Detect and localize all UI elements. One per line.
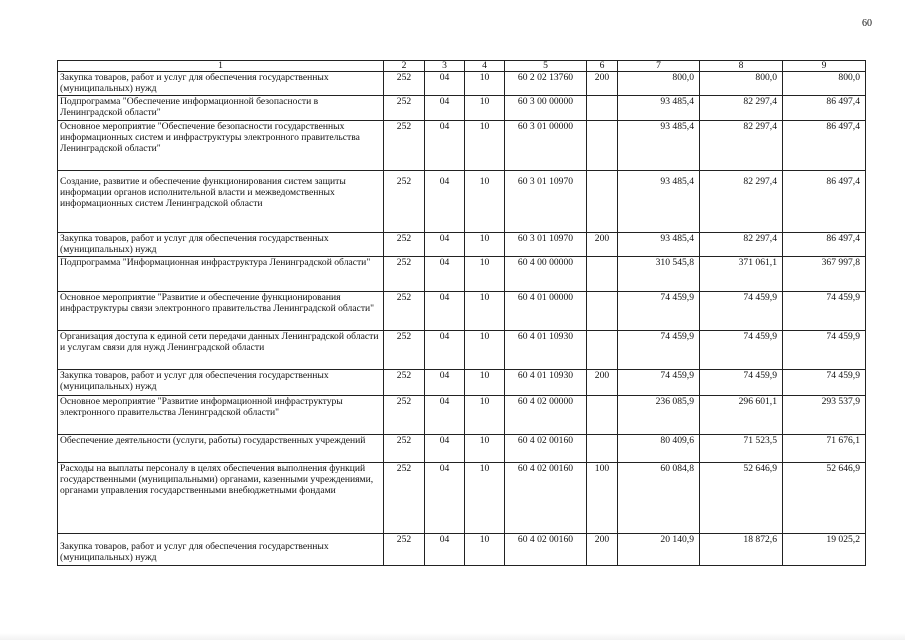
row-amount-col7: 800,0: [618, 72, 700, 96]
row-target-article: 60 4 02 00000: [505, 396, 587, 435]
row-admin-code: 252: [384, 463, 425, 534]
row-admin-code: 252: [384, 72, 425, 96]
header-cell: 2: [384, 61, 425, 72]
row-subsection: 10: [465, 171, 505, 233]
row-name: Обеспечение деятельности (услуги, работы) государственных учреждений: [58, 435, 384, 463]
row-name: Основное мероприятие "Развитие информационной инфраструктуры электронного правительства Ленинградской области": [58, 396, 384, 435]
row-target-article: 60 4 01 10930: [505, 331, 587, 370]
header-cell: 9: [783, 61, 866, 72]
header-cell: 8: [700, 61, 783, 72]
row-name: Основное мероприятие "Обеспечение безопасности государственных информационных систем и инфраструктуры электронного правительства Ленинградской области": [58, 121, 384, 171]
row-amount-col8: 296 601,1: [700, 396, 783, 435]
row-section: 04: [425, 331, 465, 370]
row-target-article: 60 3 01 10970: [505, 233, 587, 257]
row-target-article: 60 4 02 00160: [505, 463, 587, 534]
row-section: 04: [425, 534, 465, 566]
row-amount-col8: 82 297,4: [700, 121, 783, 171]
row-amount-col7: 74 459,9: [618, 292, 700, 331]
table-body: [58, 72, 866, 566]
row-amount-col9: 86 497,4: [783, 121, 866, 171]
table-row: [58, 370, 866, 396]
row-section: 04: [425, 121, 465, 171]
row-amount-col7: 310 545,8: [618, 257, 700, 292]
table-row: [58, 331, 866, 370]
table-row: [58, 463, 866, 534]
row-expense-type: [587, 171, 618, 233]
row-subsection: 10: [465, 121, 505, 171]
row-amount-col8: 82 297,4: [700, 171, 783, 233]
row-amount-col9: 19 025,2: [783, 534, 866, 566]
row-amount-col8: 71 523,5: [700, 435, 783, 463]
row-expense-type: [587, 331, 618, 370]
row-name: Расходы на выплаты персоналу в целях обеспечения выполнения функций государственными (муниципальными) органами, казенными учреждениями, органами управления государственными внебюджетными фондами: [58, 463, 384, 534]
row-amount-col9: 74 459,9: [783, 370, 866, 396]
row-section: 04: [425, 72, 465, 96]
row-admin-code: 252: [384, 233, 425, 257]
header-cell: 4: [465, 61, 505, 72]
table-row: [58, 171, 866, 233]
row-amount-col7: 74 459,9: [618, 331, 700, 370]
row-section: 04: [425, 233, 465, 257]
row-target-article: 60 4 01 10930: [505, 370, 587, 396]
row-amount-col8: 82 297,4: [700, 96, 783, 121]
table-row: [58, 233, 866, 257]
row-amount-col8: 82 297,4: [700, 233, 783, 257]
row-amount-col7: 93 485,4: [618, 171, 700, 233]
row-subsection: 10: [465, 233, 505, 257]
table-row: [58, 435, 866, 463]
row-admin-code: 252: [384, 171, 425, 233]
header-cell: 3: [425, 61, 465, 72]
row-amount-col7: 80 409,6: [618, 435, 700, 463]
row-subsection: 10: [465, 72, 505, 96]
row-amount-col8: 74 459,9: [700, 331, 783, 370]
budget-table: [57, 60, 866, 566]
row-admin-code: 252: [384, 257, 425, 292]
row-expense-type: [587, 435, 618, 463]
row-admin-code: 252: [384, 370, 425, 396]
row-amount-col8: 74 459,9: [700, 292, 783, 331]
row-amount-col9: 71 676,1: [783, 435, 866, 463]
header-cell: 1: [58, 61, 384, 72]
row-admin-code: 252: [384, 96, 425, 121]
table-row: [58, 257, 866, 292]
row-section: 04: [425, 370, 465, 396]
row-expense-type: [587, 292, 618, 331]
row-amount-col7: 93 485,4: [618, 233, 700, 257]
row-expense-type: 200: [587, 72, 618, 96]
row-section: 04: [425, 396, 465, 435]
table-row: [58, 121, 866, 171]
row-amount-col9: 800,0: [783, 72, 866, 96]
row-admin-code: 252: [384, 121, 425, 171]
row-amount-col8: 800,0: [700, 72, 783, 96]
row-amount-col8: 52 646,9: [700, 463, 783, 534]
row-target-article: 60 2 02 13760: [505, 72, 587, 96]
header-cell: 5: [505, 61, 587, 72]
row-amount-col7: 93 485,4: [618, 121, 700, 171]
row-amount-col8: 18 872,6: [700, 534, 783, 566]
row-name: Создание, развитие и обеспечение функционирования систем защиты информации органов исполнительной власти и межведомственных информационных систем Ленинградской области: [58, 171, 384, 233]
row-section: 04: [425, 96, 465, 121]
table-row: [58, 72, 866, 96]
row-amount-col9: 367 997,8: [783, 257, 866, 292]
row-expense-type: [587, 396, 618, 435]
row-section: 04: [425, 463, 465, 534]
row-expense-type: 200: [587, 370, 618, 396]
header-cell: 7: [618, 61, 700, 72]
row-expense-type: 200: [587, 233, 618, 257]
row-expense-type: 100: [587, 463, 618, 534]
row-name: Организация доступа к единой сети передачи данных Ленинградской области и услугам связи для нужд Ленинградской области: [58, 331, 384, 370]
row-name: Закупка товаров, работ и услуг для обеспечения государственных (муниципальных) нужд: [58, 233, 384, 257]
row-subsection: 10: [465, 331, 505, 370]
row-admin-code: 252: [384, 435, 425, 463]
row-expense-type: [587, 257, 618, 292]
row-amount-col7: 60 084,8: [618, 463, 700, 534]
row-target-article: 60 3 01 00000: [505, 121, 587, 171]
row-admin-code: 252: [384, 331, 425, 370]
row-section: 04: [425, 292, 465, 331]
row-amount-col9: 86 497,4: [783, 96, 866, 121]
row-subsection: 10: [465, 370, 505, 396]
row-expense-type: 200: [587, 534, 618, 566]
row-amount-col9: 74 459,9: [783, 331, 866, 370]
row-target-article: 60 4 00 00000: [505, 257, 587, 292]
row-amount-col9: 293 537,9: [783, 396, 866, 435]
row-subsection: 10: [465, 435, 505, 463]
row-target-article: 60 3 00 00000: [505, 96, 587, 121]
row-admin-code: 252: [384, 534, 425, 566]
table-header: [58, 61, 866, 72]
row-amount-col8: 371 061,1: [700, 257, 783, 292]
row-name: Основное мероприятие "Развитие и обеспечение функционирования инфраструктуры связи электронного правительства Ленинградской области": [58, 292, 384, 331]
row-subsection: 10: [465, 534, 505, 566]
row-amount-col7: 74 459,9: [618, 370, 700, 396]
row-subsection: 10: [465, 257, 505, 292]
row-name: Закупка товаров, работ и услуг для обеспечения государственных (муниципальных) нужд: [58, 72, 384, 96]
header-cell: 6: [587, 61, 618, 72]
row-amount-col9: 86 497,4: [783, 171, 866, 233]
row-subsection: 10: [465, 396, 505, 435]
row-target-article: 60 3 01 10970: [505, 171, 587, 233]
table-row: [58, 534, 866, 566]
row-amount-col7: 93 485,4: [618, 96, 700, 121]
row-subsection: 10: [465, 96, 505, 121]
page-number: 60: [862, 18, 872, 29]
row-amount-col8: 74 459,9: [700, 370, 783, 396]
row-amount-col9: 74 459,9: [783, 292, 866, 331]
row-name: Подпрограмма "Информационная инфраструктура Ленинградской области": [58, 257, 384, 292]
row-target-article: 60 4 02 00160: [505, 435, 587, 463]
row-expense-type: [587, 121, 618, 171]
row-admin-code: 252: [384, 292, 425, 331]
row-name: Подпрограмма "Обеспечение информационной безопасности в Ленинградской области": [58, 96, 384, 121]
table-row: [58, 396, 866, 435]
table-row: [58, 292, 866, 331]
row-amount-col7: 236 085,9: [618, 396, 700, 435]
row-section: 04: [425, 435, 465, 463]
row-admin-code: 252: [384, 396, 425, 435]
row-target-article: 60 4 01 00000: [505, 292, 587, 331]
row-subsection: 10: [465, 292, 505, 331]
header-row: [58, 61, 866, 72]
table-row: [58, 96, 866, 121]
row-amount-col7: 20 140,9: [618, 534, 700, 566]
scan-edge: [0, 633, 905, 640]
row-expense-type: [587, 96, 618, 121]
row-amount-col9: 52 646,9: [783, 463, 866, 534]
row-amount-col9: 86 497,4: [783, 233, 866, 257]
row-name: Закупка товаров, работ и услуг для обеспечения государственных (муниципальных) нужд: [58, 534, 384, 566]
row-section: 04: [425, 171, 465, 233]
row-name: Закупка товаров, работ и услуг для обеспечения государственных (муниципальных) нужд: [58, 370, 384, 396]
row-section: 04: [425, 257, 465, 292]
row-subsection: 10: [465, 463, 505, 534]
row-target-article: 60 4 02 00160: [505, 534, 587, 566]
